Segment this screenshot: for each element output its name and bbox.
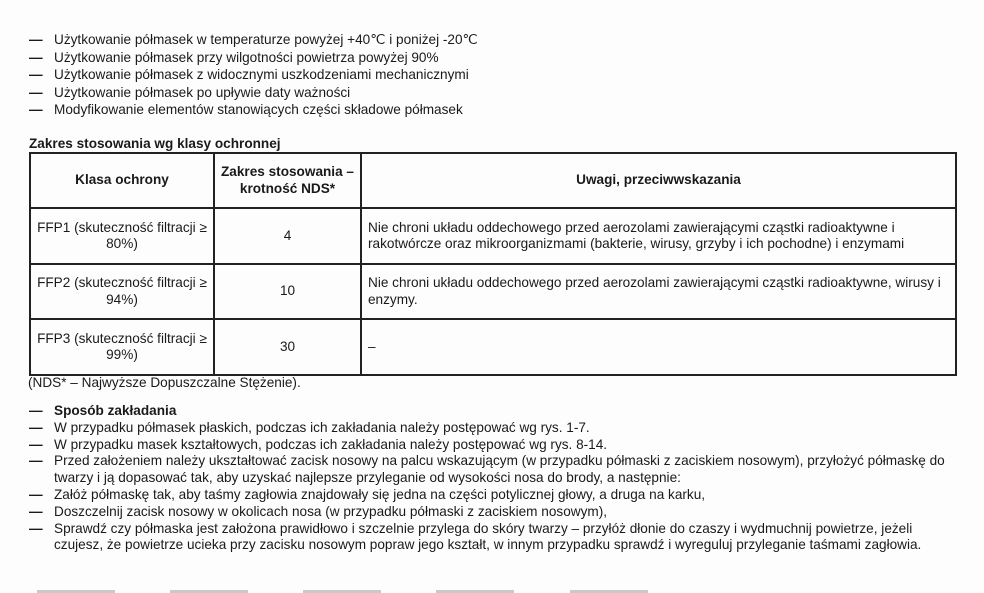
instructions-title-item	[29, 403, 949, 420]
dash-bullet: —	[29, 453, 43, 469]
cell-range: 4	[214, 208, 361, 264]
warning-item	[29, 101, 478, 119]
cell-notes: Nie chroni układu oddechowego przed aerozolami zawierającymi cząstki radioaktywne, wirusy i enzymy.	[361, 264, 956, 319]
warning-text: Użytkowanie półmasek po upływie daty ważności	[54, 84, 351, 100]
warning-item	[29, 84, 478, 102]
dash-bullet: —	[29, 49, 43, 65]
dash-bullet: —	[29, 67, 43, 82]
warning-item	[29, 31, 478, 49]
step-text: Załóż półmaskę tak, aby taśmy zagłowia znajdowały się jedna na części potylicznej głowy, a druga na karku,	[54, 486, 706, 502]
instruction-step	[29, 504, 949, 521]
warning-item	[29, 66, 478, 84]
instruction-step	[29, 487, 949, 504]
cell-class: FFP2 (skuteczność filtracji ≥ 94%)	[30, 264, 214, 319]
warning-text: Użytkowanie półmasek przy wilgotności powietrza powyżej 90%	[54, 49, 439, 65]
cell-class: FFP1 (skuteczność filtracji ≥ 80%)	[30, 208, 214, 264]
table-row	[30, 208, 956, 264]
warning-item	[29, 49, 478, 67]
protection-class-title: Zakres stosowania wg klasy ochronnej	[29, 136, 281, 151]
instructions-title: Sposób zakładania	[54, 403, 177, 418]
cell-notes: –	[361, 319, 956, 375]
table-row	[30, 319, 956, 375]
header-notes: Uwagi, przeciwwskazania	[361, 153, 956, 208]
warning-text: Użytkowanie półmasek z widocznymi uszkodzeniami mechanicznymi	[54, 67, 469, 82]
dash-bullet: —	[29, 403, 43, 418]
step-text: W przypadku masek kształtowych, podczas ich zakładania należy postępować wg rys. 8-14.	[54, 436, 608, 452]
warning-text: Modyfikowanie elementów stanowiących części składowe półmasek	[54, 102, 463, 117]
protection-class-table	[29, 152, 957, 376]
dash-bullet: —	[29, 503, 43, 519]
cell-notes: Nie chroni układu oddechowego przed aerozolami zawierającymi cząstki radioaktywne i rakotwórcze oraz mikroorganizmami (bakterie, wirusy, grzyby i ich pochodne) i enzymami	[361, 208, 956, 264]
table-header-row	[30, 153, 956, 208]
cell-range: 10	[214, 264, 361, 319]
cell-class: FFP3 (skuteczność filtracji ≥ 99%)	[30, 319, 214, 375]
step-text: Doszczelnij zacisk nosowy w okolicach nosa (w przypadku półmaski z zaciskiem nosowym),	[54, 503, 608, 519]
warnings-list	[29, 31, 478, 119]
instruction-step	[29, 453, 949, 487]
dash-bullet: —	[29, 486, 43, 502]
step-text: Sprawdź czy półmaska jest założona prawidłowo i szczelnie przylega do skóry twarzy – przyłóż dłonie do czaszy i wydmuchnij powietrze, jeżeli czujesz, że powietrze ucieka przy zacisku nosowym popraw jego kształt, w innym przypadku sprawdź i wyreguluj przyleganie taśmami zagłowia.	[54, 520, 922, 553]
step-text: W przypadku półmasek płaskich, podczas ich zakładania należy postępować wg rys. 1-7.	[54, 419, 590, 435]
header-class: Klasa ochrony	[30, 153, 214, 208]
instructions-list	[29, 403, 949, 554]
step-text: Przed założeniem należy ukształtować zacisk nosowy na palcu wskazującym (w przypadku półmaski z zaciskiem nosowym), przyłożyć półmaskę do twarzy i ją dopasować tak, aby uzyskać najlepsze przyleganie od wysokości nosa do brody, a następnie:	[54, 453, 945, 486]
cell-range: 30	[214, 319, 361, 375]
dash-bullet: —	[29, 32, 43, 47]
nds-footnote: (NDS* – Najwyższe Dopuszczalne Stężenie).	[28, 375, 301, 390]
header-range: Zakres stosowania – krotność NDS*	[214, 153, 361, 208]
warning-text: Użytkowanie półmasek w temperaturze powyżej +40℃ i poniżej -20℃	[54, 32, 478, 47]
dash-bullet: —	[29, 436, 43, 452]
instruction-step	[29, 420, 949, 437]
instruction-step	[29, 437, 949, 454]
instruction-step	[29, 521, 949, 555]
dash-bullet: —	[29, 84, 43, 100]
dash-bullet: —	[29, 419, 43, 435]
table-row	[30, 264, 956, 319]
dash-bullet: —	[29, 102, 43, 117]
dash-bullet: —	[29, 520, 43, 536]
